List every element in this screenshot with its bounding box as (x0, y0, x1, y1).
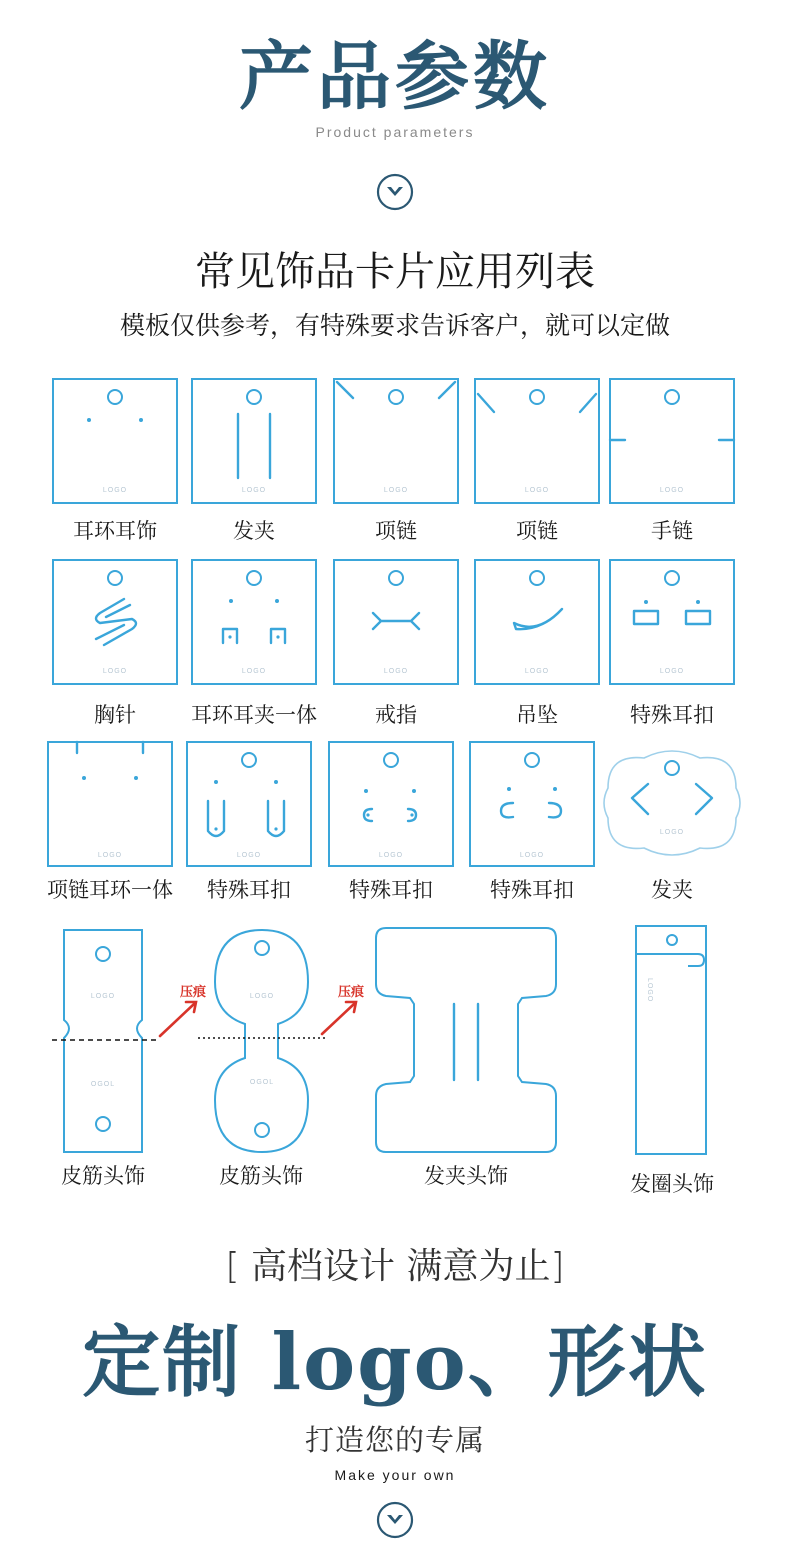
svg-text:OGOL: OGOL (249, 1079, 275, 1086)
card-label: 发夹头饰 (424, 1164, 508, 1188)
card-hairclip (191, 378, 317, 504)
card-special-earring-4 (469, 741, 595, 867)
svg-text:LOGO: LOGO (659, 487, 685, 494)
svg-text:压痕: 压痕 (180, 985, 207, 1000)
card-label: 项链 (516, 519, 558, 543)
slogan-bracket-right: ] (550, 1246, 565, 1287)
svg-text:LOGO: LOGO (659, 829, 685, 836)
slogan-text: 高档设计 满意为止 (251, 1246, 551, 1287)
svg-text:LOGO: LOGO (646, 978, 653, 1003)
card-label: 项链耳环一体 (47, 878, 173, 902)
card-special-earring-2 (186, 741, 312, 867)
card-label: 项链 (375, 519, 417, 543)
svg-text:LOGO: LOGO (524, 487, 550, 494)
chevron-down-circle-icon (0, 1500, 790, 1540)
card-hairband-pair (40, 924, 370, 1160)
custom-logo-heading: 定制 logo、形状 (82, 1317, 708, 1408)
page-title: 产品参数 (239, 34, 551, 120)
svg-text:LOGO: LOGO (102, 487, 128, 494)
svg-text:LOGO: LOGO (659, 668, 685, 675)
card-label: 发夹 (651, 878, 693, 902)
card-label: 耳环耳夹一体 (191, 703, 317, 727)
card-label: 特殊耳扣 (207, 878, 291, 902)
card-label: 耳环耳饰 (73, 519, 157, 543)
card-label: 皮筋头饰 (61, 1164, 145, 1188)
card-necklace-2 (474, 378, 600, 504)
slogan-bracket-left: [ (225, 1246, 240, 1287)
svg-text:LOGO: LOGO (97, 852, 123, 859)
card-necklace (333, 378, 459, 504)
card-hairclip-h (372, 924, 560, 1156)
svg-text:LOGO: LOGO (236, 852, 262, 859)
svg-text:LOGO: LOGO (524, 668, 550, 675)
card-bracelet (609, 378, 735, 504)
svg-text:LOGO: LOGO (383, 487, 409, 494)
card-label: 特殊耳扣 (630, 703, 714, 727)
svg-text:OGOL: OGOL (90, 1081, 116, 1088)
svg-text:LOGO: LOGO (378, 852, 404, 859)
card-hair-tie (634, 924, 710, 1158)
card-label: 特殊耳扣 (490, 878, 574, 902)
card-label: 吊坠 (516, 703, 558, 727)
card-earring-clip (191, 559, 317, 685)
svg-text:LOGO: LOGO (383, 668, 409, 675)
svg-text:LOGO: LOGO (249, 993, 275, 1000)
card-label: 皮筋头饰 (219, 1164, 303, 1188)
card-earring (52, 378, 178, 504)
svg-text:LOGO: LOGO (241, 487, 267, 494)
card-label: 胸针 (94, 703, 136, 727)
card-label: 特殊耳扣 (349, 878, 433, 902)
section-note: 模板仅供参考，有特殊要求告诉客户，就可以定做 (119, 311, 670, 340)
svg-text:LOGO: LOGO (90, 993, 116, 1000)
card-special-earring-3 (328, 741, 454, 867)
card-ring (333, 559, 459, 685)
card-label: 戒指 (375, 703, 417, 727)
custom-subheading: 打造您的专属 (304, 1423, 485, 1457)
custom-subheading-english: Make your own (334, 1467, 456, 1483)
slogan (0, 1238, 790, 1289)
card-necklace-earring (47, 741, 173, 867)
svg-text:LOGO: LOGO (519, 852, 545, 859)
card-label: 手链 (651, 519, 693, 543)
card-brooch (52, 559, 178, 685)
card-pendant (474, 559, 600, 685)
chevron-down-circle-icon (0, 172, 790, 212)
card-hairclip-cloud (604, 748, 740, 858)
card-label: 发圈头饰 (630, 1172, 714, 1196)
svg-text:压痕: 压痕 (338, 985, 365, 1000)
card-label: 发夹 (233, 519, 275, 543)
svg-text:LOGO: LOGO (102, 668, 128, 675)
page-subtitle-english: Product parameters (315, 124, 475, 140)
section-heading: 常见饰品卡片应用列表 (195, 249, 595, 295)
svg-text:LOGO: LOGO (241, 668, 267, 675)
card-special-earring (609, 559, 735, 685)
